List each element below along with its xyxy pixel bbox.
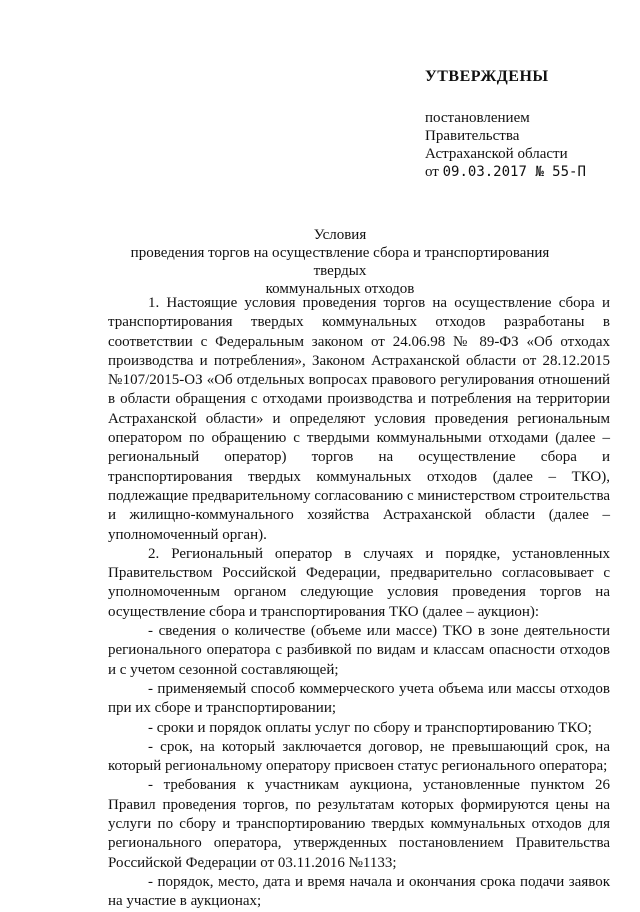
approval-line-1: постановлением <box>425 110 530 126</box>
document-body <box>108 294 610 912</box>
list-item-contract-term: - срок, на который заключается договор, не превышающий срок, на который региональному оператору присвоен статус регионального оператора; <box>108 738 610 775</box>
list-item-application-procedure: - порядок, место, дата и время начала и окончания срока подачи заявок на участие в аукционах; <box>108 873 610 910</box>
list-item-waste-quantity: - сведения о количестве (объеме или массе) ТКО в зоне деятельности регионального оператора с разбивкой по видам и классам опасности отходов и с учетом сезонной составляющей; <box>108 623 610 678</box>
title-line-1: Условия <box>313 227 367 243</box>
list-item-participant-requirements: - требования к участникам аукциона, установленные пунктом 26 Правил проведения торгов, по результатам которых формируются цены на услуги по сбору и транспортированию твердых коммунальных отходов для регионального оператора, утвержденных постановлением Правительства Российской Федерации от 03.11.2016 №1133; <box>108 777 610 871</box>
list-item-accounting-method: - применяемый способ коммерческого учета объема или массы отходов при их сборе и транспортировании; <box>108 680 610 717</box>
approval-date-value: 09.03.2017 № 55-П <box>442 164 586 180</box>
approval-line-3: Астраханской области <box>425 146 568 162</box>
title-line-3: коммунальных отходов <box>265 281 415 297</box>
approval-block <box>425 68 586 181</box>
approval-date-prefix: от <box>425 164 439 180</box>
paragraph-1: 1. Настоящие условия проведения торгов на осуществление сбора и транспортирования твердых коммунальных отходов разработаны в соответствии с Федеральным законом от 24.06.98 № 89-ФЗ «Об отходах производства и потребления», Законом Астраханской области от 28.12.2015 №107/2015-ОЗ «Об отдельных вопросах правового регулирования отношений в области обращения с отходами производства и потребления на территории Астраханской области» и определяют условия проведения региональным оператором по обращению с твердыми коммунальными отходами (далее – региональный оператор) торгов на осуществление сбора и транспортирования твердых коммунальных отходов (далее – ТКО), подлежащие предварительному согласованию с министерством строительства и жилищно-коммунального хозяйства Астраханской области (далее – уполномоченный орган). <box>108 295 610 543</box>
title-line-2: проведения торгов на осуществление сбора и транспортирования твердых <box>130 245 550 279</box>
paragraph-2: 2. Региональный оператор в случаях и порядке, установленных Правительством Российской Федерации, предварительно согласовывает с уполномоченным органом следующие условия проведения торгов на осуществление сбора и транспортирования ТКО (далее – аукцион): <box>108 545 610 620</box>
list-item-payment-terms: - сроки и порядок оплаты услуг по сбору и транспортированию ТКО; <box>148 719 592 736</box>
approval-date-line <box>425 163 586 181</box>
document-title <box>110 226 570 298</box>
approval-heading: УТВЕРЖДЕНЫ <box>425 68 549 85</box>
approval-line-2: Правительства <box>425 128 520 144</box>
